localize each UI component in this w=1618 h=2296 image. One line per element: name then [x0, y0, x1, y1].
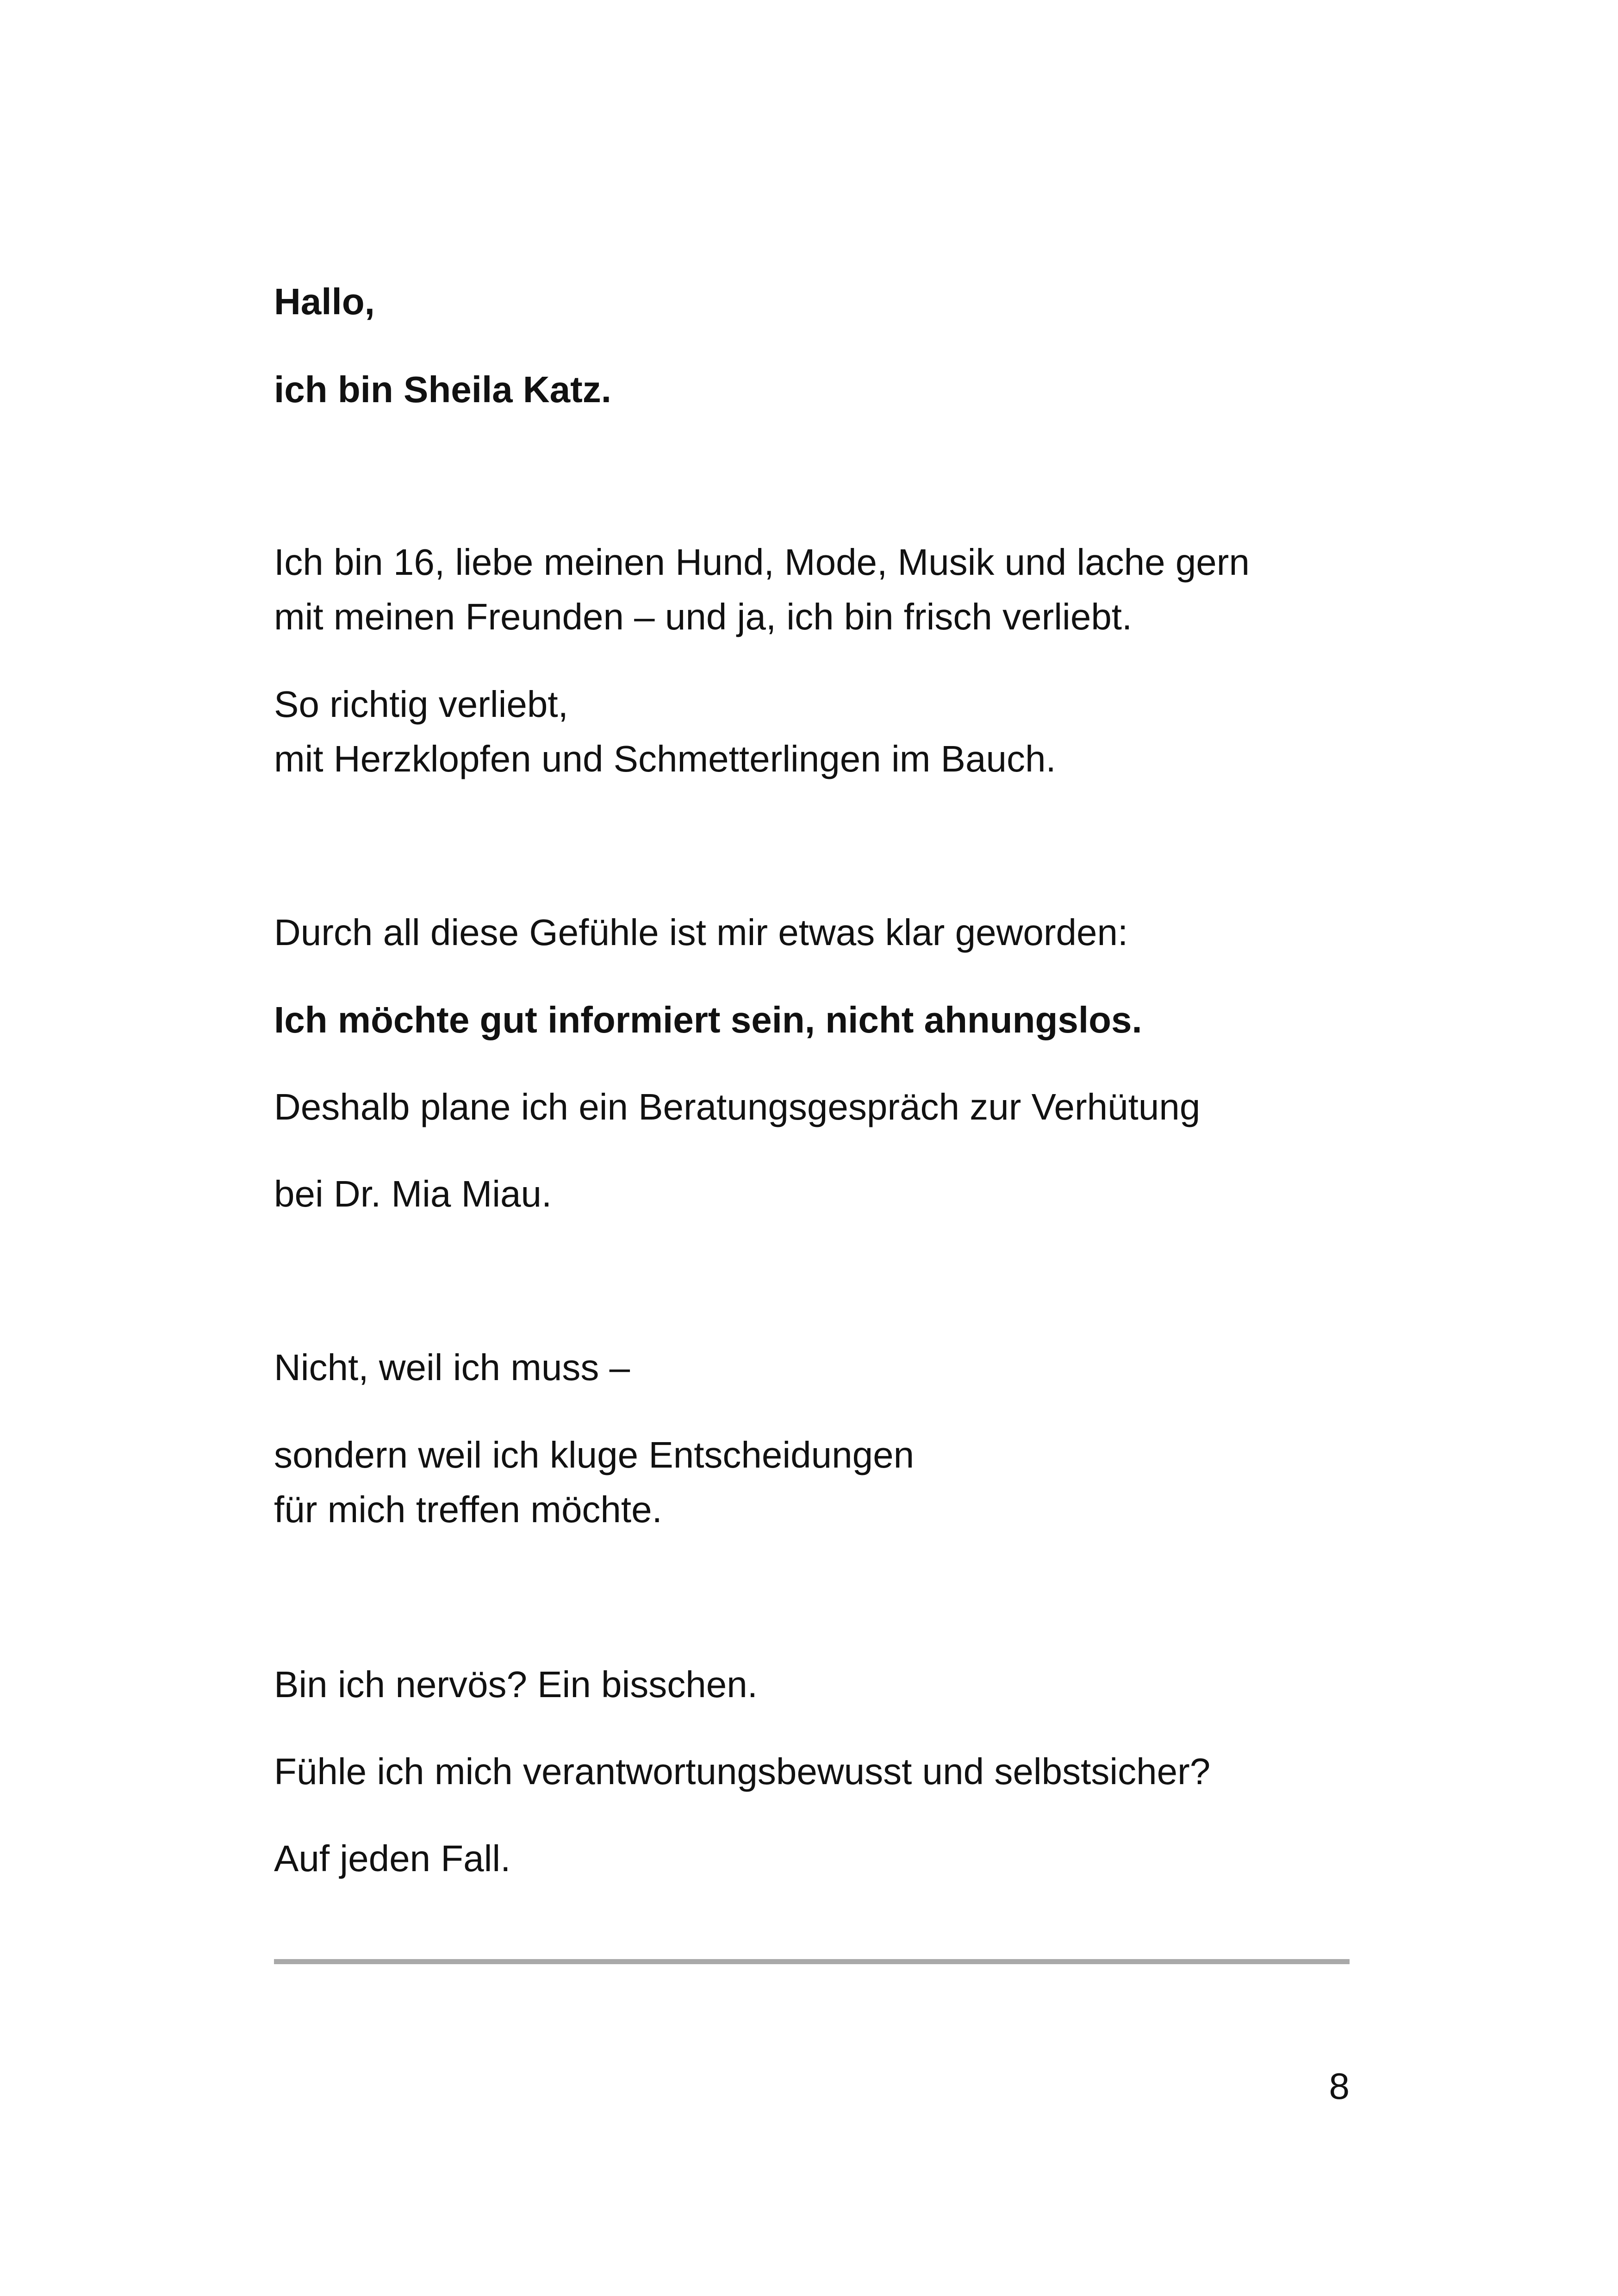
paragraph-line: Ich bin 16, liebe meinen Hund, Mode, Musik und lache gern [274, 541, 1250, 583]
paragraph-line: Bin ich nervös? Ein bisschen. [274, 1664, 758, 1705]
greeting-text: Hallo, [274, 281, 375, 322]
intro-text: ich bin Sheila Katz. [274, 369, 612, 410]
paragraph-line: Fühle ich mich verantwortungsbewusst und selbstsicher? [274, 1751, 1211, 1792]
paragraph-line: für mich treffen möchte. [274, 1489, 662, 1530]
paragraph-line: Durch all diese Gefühle ist mir etwas klar geworden: [274, 912, 1128, 953]
page-number: 8 [1329, 2066, 1350, 2107]
footer-divider [274, 1959, 1350, 1964]
paragraph-line: Nicht, weil ich muss – [274, 1347, 630, 1388]
paragraph-line: bei Dr. Mia Miau. [274, 1173, 552, 1214]
paragraph-line: Auf jeden Fall. [274, 1838, 511, 1879]
paragraph-line: sondern weil ich kluge Entscheidungen [274, 1434, 915, 1475]
paragraph-line: Deshalb plane ich ein Beratungsgespräch zur Verhütung [274, 1086, 1201, 1127]
paragraph-line: So richtig verliebt, [274, 684, 568, 725]
paragraph-line: mit meinen Freunden – und ja, ich bin frisch verliebt. [274, 596, 1133, 637]
emphasis-text: Ich möchte gut informiert sein, nicht ahnungslos. [274, 999, 1142, 1040]
paragraph-line: mit Herzklopfen und Schmetterlingen im Bauch. [274, 738, 1056, 779]
